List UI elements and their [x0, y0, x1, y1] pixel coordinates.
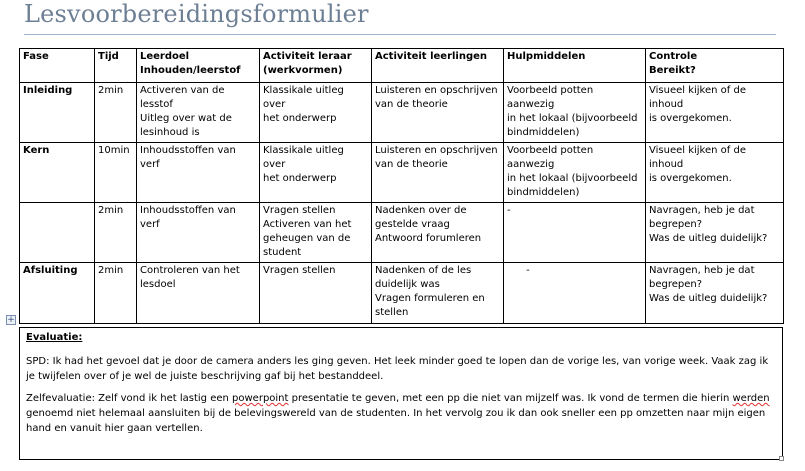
- evaluation-spd: SPD: Ik had het gevoel dat je door de camera anders les ging geven. Het leek minder goed te lopen dan de vorige les, van vorige week. Vaak zag ik je twijfelen over of je wel de juiste beschrijving gaf bij het bestanddeel.: [26, 356, 769, 382]
- cell-line: Kern: [23, 145, 50, 156]
- cell-line: begrepen?: [649, 279, 703, 290]
- lesson-plan-table: [19, 48, 784, 324]
- cell-line: geheugen van de: [263, 233, 351, 244]
- cell-line: Inleiding: [23, 85, 73, 96]
- cell-line: Inhouden/leerstof: [140, 65, 241, 76]
- cell-tijd: [95, 203, 137, 263]
- cell-fase: [20, 263, 95, 324]
- cell-hulpmiddelen: [504, 263, 646, 324]
- cell-line: begrepen?: [649, 219, 703, 230]
- header-controle: [646, 49, 784, 83]
- cell-line: Visueel kijken of de inhoud: [649, 145, 750, 170]
- cell-line: Antwoord forumleren: [375, 233, 482, 244]
- table-row: [20, 83, 784, 143]
- cell-leerdoel: [137, 263, 260, 324]
- title-underline: [24, 34, 776, 35]
- cell-line: in het lokaal (bijvoorbeeld: [507, 173, 638, 184]
- cell-line: Luisteren en opschrijven: [375, 145, 498, 156]
- cell-line: het onderwerp: [263, 173, 337, 184]
- cell-line: Tijd: [98, 51, 119, 62]
- cell-line: gestelde vraag: [375, 219, 450, 230]
- cell-hulpmiddelen: [504, 143, 646, 203]
- table-header-row: [20, 49, 784, 83]
- cell-line: Visueel kijken of de inhoud: [649, 85, 750, 110]
- cell-line: bindmiddelen): [507, 187, 580, 198]
- cell-line: Klassikale uitleg over: [263, 145, 348, 170]
- cell-line: Leerdoel: [140, 51, 190, 62]
- cell-controle: [646, 83, 784, 143]
- cell-line: 2min: [98, 205, 124, 216]
- cell-hulpmiddelen: [504, 203, 646, 263]
- cell-line: van de theorie: [375, 159, 448, 170]
- header-hulpmiddelen: [504, 49, 646, 83]
- evaluation-box[interactable]: [19, 327, 783, 460]
- cell-activiteit-leerlingen: [372, 83, 504, 143]
- cell-leerdoel: [137, 143, 260, 203]
- cell-fase: [20, 143, 95, 203]
- cell-line: Was de uitleg duidelijk?: [649, 293, 768, 304]
- page-title: Lesvoorbereidingsformulier: [24, 0, 369, 28]
- cell-line: Controleren van het: [140, 265, 240, 276]
- spellcheck-word: powerpoint: [232, 393, 289, 404]
- cell-tijd: [95, 83, 137, 143]
- cell-line: is overgekomen.: [649, 113, 732, 124]
- evaluation-self: [26, 391, 776, 436]
- cell-line: Nadenken of de les: [375, 265, 472, 276]
- cell-line: Nadenken over de: [375, 205, 467, 216]
- cell-line: Activeren van de: [140, 85, 225, 96]
- cell-line: Voorbeeld potten aanwezig: [507, 85, 597, 110]
- header-leerdoel: [137, 49, 260, 83]
- cell-fase: [20, 83, 95, 143]
- cell-line: Hulpmiddelen: [507, 51, 586, 62]
- cell-line: Activiteit leerlingen: [375, 51, 488, 62]
- table-row: [20, 143, 784, 203]
- cell-hulpmiddelen: [504, 83, 646, 143]
- cell-line: lesdoel: [140, 279, 176, 290]
- cell-line: lesinhoud is: [140, 127, 200, 138]
- cell-line: in het lokaal (bijvoorbeeld: [507, 113, 638, 124]
- cell-line: 10min: [98, 145, 130, 156]
- cell-leerdoel: [137, 83, 260, 143]
- cell-line: Navragen, heb je dat: [649, 205, 755, 216]
- self-text-start: Zelfevaluatie: Zelf vond ik het lastig een: [26, 393, 233, 404]
- cell-activiteit-leraar: [260, 263, 372, 324]
- cell-line: bindmiddelen): [507, 127, 580, 138]
- cell-activiteit-leraar: [260, 143, 372, 203]
- spellcheck-word: werden: [732, 393, 770, 404]
- self-text-end: genoemd niet helemaal aansluiten bij de belevingswereld van de studenten. In het vervolg zou ik dan ook sneller een pp omzetten naar mijn eigen hand en vanuit hier gaan vertellen.: [26, 408, 766, 434]
- evaluation-heading: Evaluatie:: [26, 332, 83, 343]
- cell-line: Vragen stellen: [263, 205, 336, 216]
- cell-line: Luisteren en opschrijven: [375, 85, 498, 96]
- cell-line: duidelijk was: [375, 279, 440, 290]
- cell-line: Inhoudsstoffen van verf: [140, 145, 240, 170]
- cell-fase: [20, 203, 95, 263]
- table-row: [20, 203, 784, 263]
- cell-line: Activeren van het: [263, 219, 352, 230]
- cell-line: Navragen, heb je dat: [649, 265, 755, 276]
- cell-activiteit-leraar: [260, 203, 372, 263]
- cell-line: 2min: [98, 265, 124, 276]
- header-tijd: [95, 49, 137, 83]
- cell-line: lesstof: [140, 99, 173, 110]
- cell-line: het onderwerp: [263, 113, 337, 124]
- move-icon[interactable]: +: [7, 315, 15, 325]
- header-activiteit-leraar: [260, 49, 372, 83]
- cell-line: Bereikt?: [649, 65, 696, 76]
- cell-line: Vragen formuleren en: [375, 293, 485, 304]
- cell-activiteit-leerlingen: [372, 143, 504, 203]
- cell-line: Was de uitleg duidelijk?: [649, 233, 768, 244]
- resize-handle-icon[interactable]: [779, 456, 784, 461]
- cell-controle: [646, 203, 784, 263]
- cell-line: Voorbeeld potten aanwezig: [507, 145, 597, 170]
- cell-activiteit-leerlingen: [372, 203, 504, 263]
- cell-controle: [646, 143, 784, 203]
- cell-activiteit-leerlingen: [372, 263, 504, 324]
- cell-line: Controle: [649, 51, 698, 62]
- header-fase: [20, 49, 95, 83]
- cell-line: van de theorie: [375, 99, 448, 110]
- table-row: [20, 263, 784, 324]
- cell-line: student: [263, 247, 302, 258]
- self-text-middle: presentatie te geven, met een pp die niet van mijzelf was. Ik vond de termen die hierin: [288, 393, 733, 404]
- header-activiteit-leerlingen: [372, 49, 504, 83]
- cell-controle: [646, 263, 784, 324]
- cell-line: Uitleg over wat de: [140, 113, 232, 124]
- cell-line: -: [507, 205, 511, 216]
- cell-tijd: [95, 143, 137, 203]
- cell-leerdoel: [137, 203, 260, 263]
- cell-line: (werkvormen): [263, 65, 343, 76]
- cell-line: -: [507, 265, 530, 276]
- cell-line: Vragen stellen: [263, 265, 336, 276]
- cell-line: Inhoudsstoffen van verf: [140, 205, 240, 230]
- cell-line: 2min: [98, 85, 124, 96]
- cell-line: Klassikale uitleg over: [263, 85, 348, 110]
- cell-activiteit-leraar: [260, 83, 372, 143]
- cell-line: Afsluiting: [23, 265, 78, 276]
- cell-tijd: [95, 263, 137, 324]
- cell-line: Fase: [23, 51, 49, 62]
- cell-line: is overgekomen.: [649, 173, 732, 184]
- cell-line: stellen: [375, 307, 409, 318]
- cell-line: Activiteit leraar: [263, 51, 352, 62]
